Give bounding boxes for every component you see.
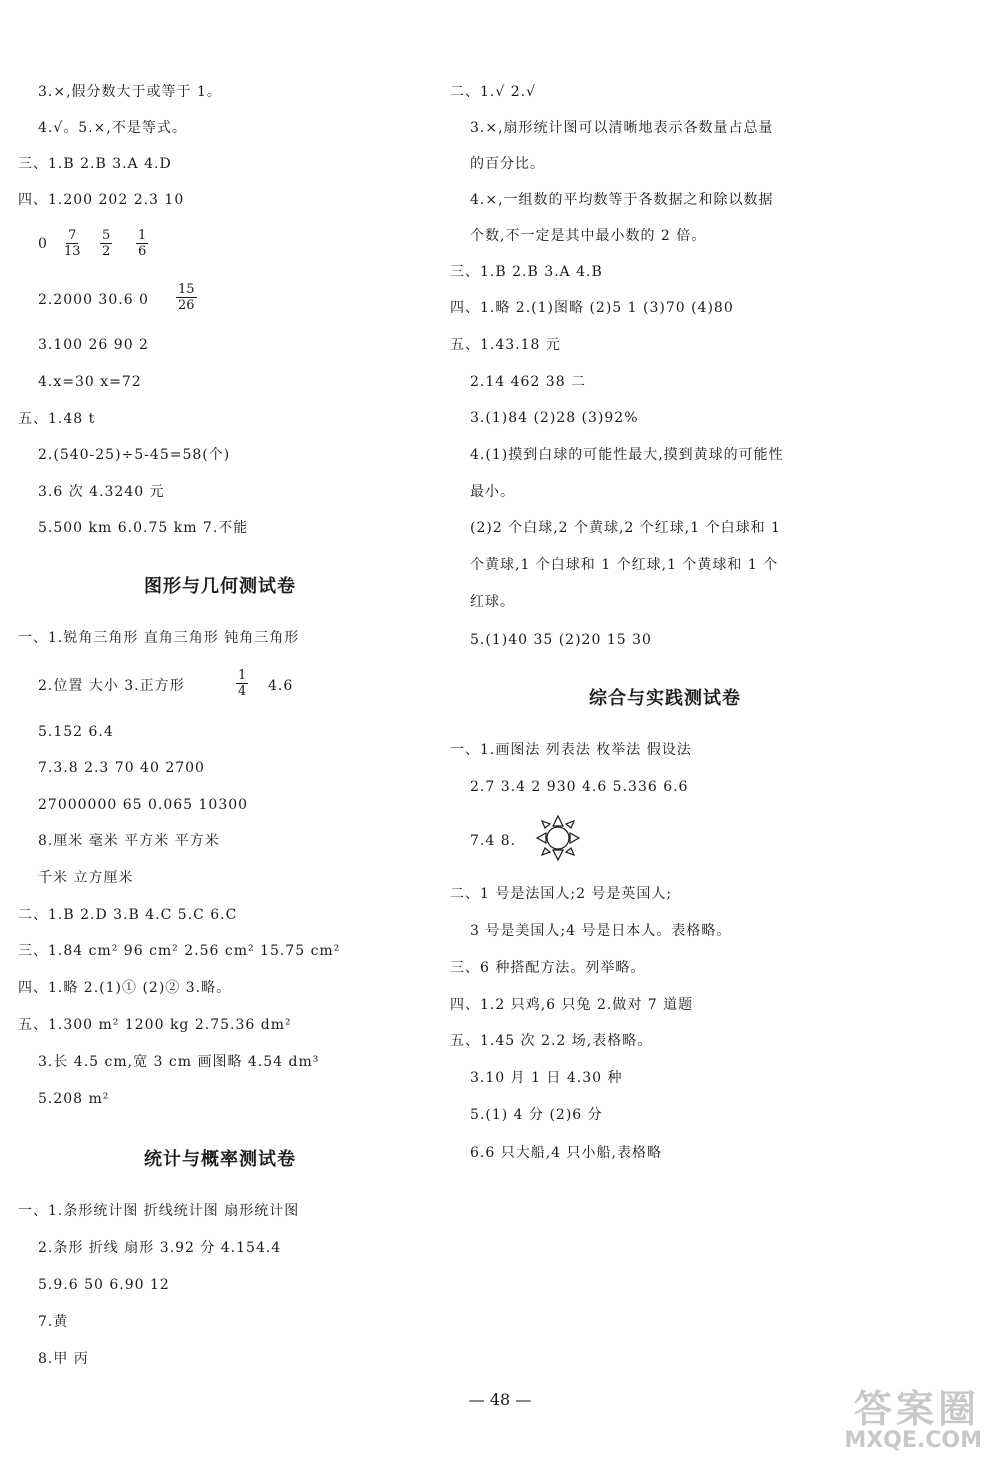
answer-line: 3.(1)84 (2)28 (3)92% (470, 410, 639, 426)
answer-line: 五、1.45 次 2.2 场,表格略。 (450, 1033, 653, 1049)
answer-line: 三、1.B 2.B 3.A 4.B (450, 264, 603, 280)
answer-line: 四、1.略 2.(1)图略 (2)5 1 (3)70 (4)80 (450, 300, 734, 316)
page-number: — 48 — (468, 1390, 532, 1409)
answer-line: 3.×,假分数大于或等于 1。 (38, 84, 222, 100)
answer-line: 5.500 km 6.0.75 km 7.不能 (38, 520, 249, 536)
answer-line: 5.(1) 4 分 (2)6 分 (470, 1107, 603, 1123)
answer-line: 2.7 3.4 2 930 4.6 5.336 6.6 (470, 779, 689, 795)
answer-line: 4.x=30 x=72 (38, 374, 142, 390)
answer-line: 五、1.300 m² 1200 kg 2.75.36 dm² (18, 1017, 292, 1033)
answer-line: 3 号是美国人;4 号是日本人。表格略。 (470, 923, 732, 939)
answer-line: 一、1.画图法 列表法 枚举法 假设法 (450, 742, 692, 758)
answer-line: (2)2 个白球,2 个黄球,2 个红球,1 个白球和 1 (470, 520, 781, 536)
answer-line: 8.厘米 毫米 平方米 平方米 (38, 833, 220, 849)
fraction: 1 6 (138, 228, 147, 259)
answer-line: 4.(1)摸到白球的可能性最大,摸到黄球的可能性 (470, 447, 784, 463)
answer-line: 5.208 m² (38, 1091, 110, 1107)
answer-line: 2.2000 30.6 0 (38, 292, 149, 308)
answer-line: 个黄球,1 个白球和 1 个红球,1 个黄球和 1 个 (470, 557, 779, 573)
answer-line: 5.(1)40 35 (2)20 15 30 (470, 632, 652, 648)
watermark-url: MXQE.COM (844, 1428, 982, 1453)
watermark-logo: 答案圈 (853, 1387, 980, 1431)
answer-line: 千米 立方厘米 (38, 870, 134, 886)
answer-line: 二、1.√ 2.√ (450, 84, 537, 100)
answer-line: 三、1.84 cm² 96 cm² 2.56 cm² 15.75 cm² (18, 943, 341, 959)
answer-line: 四、1.2 只鸡,6 只兔 2.做对 7 道题 (450, 997, 694, 1013)
answer-line: 3.6 次 4.3240 元 (38, 484, 165, 500)
answer-line: 五、1.43.18 元 (450, 337, 561, 353)
sun-figure (535, 812, 581, 864)
answer-line: 5.152 6.4 (38, 724, 114, 740)
answer-line: 四、1.200 202 2.3 10 (18, 192, 185, 208)
answer-line: 7.4 8. (470, 833, 517, 849)
answer-line: 3.100 26 90 2 (38, 337, 149, 353)
section-title: 综合与实践测试卷 (589, 688, 741, 709)
answer-line: 5.9.6 50 6.90 12 (38, 1277, 170, 1293)
answer-line: 2.14 462 38 二 (470, 374, 587, 390)
answer-line: 4.√。5.×,不是等式。 (38, 120, 187, 136)
answer-line: 8.甲 丙 (38, 1351, 89, 1367)
answer-line: 0 (38, 236, 48, 252)
answer-line: 五、1.48 t (18, 411, 96, 427)
answer-line: 三、1.B 2.B 3.A 4.D (18, 156, 172, 172)
answer-line: 2.条形 折线 扇形 3.92 分 4.154.4 (38, 1240, 282, 1256)
answer-line: 3.10 月 1 日 4.30 种 (470, 1070, 623, 1086)
answer-line: 3.长 4.5 cm,宽 3 cm 画图略 4.54 dm³ (38, 1054, 320, 1070)
answer-line: 2.位置 大小 3.正方形 (38, 678, 185, 694)
answer-line: 一、1.条形统计图 折线统计图 扇形统计图 (18, 1203, 300, 1219)
answer-line: 7.黄 (38, 1314, 69, 1330)
fraction: 15 26 (178, 282, 195, 313)
section-title: 图形与几何测试卷 (144, 576, 296, 597)
answer-line: 最小。 (470, 484, 515, 500)
answer-line: 个数,不一定是其中最小数的 2 倍。 (470, 228, 707, 244)
answer-line: 3.×,扇形统计图可以清晰地表示各数量占总量 (470, 120, 774, 136)
fraction: 7 13 (64, 228, 81, 259)
section-title: 统计与概率测试卷 (144, 1149, 296, 1170)
watermark (770, 1378, 990, 1458)
answer-line: 4.6 (268, 678, 294, 694)
answer-line: 2.(540-25)÷5-45=58(个) (38, 447, 231, 463)
answer-line: 的百分比。 (470, 156, 545, 172)
answer-line: 一、1.锐角三角形 直角三角形 钝角三角形 (18, 630, 300, 646)
answer-line: 7.3.8 2.3 70 40 2700 (38, 760, 205, 776)
answer-line: 二、1 号是法国人;2 号是英国人; (450, 886, 673, 902)
fraction: 1 4 (238, 668, 247, 699)
answer-line: 四、1.略 2.(1)① (2)② 3.略。 (18, 980, 232, 996)
answer-line: 4.×,一组数的平均数等于各数据之和除以数据 (470, 192, 774, 208)
answer-line: 6.6 只大船,4 只小船,表格略 (470, 1145, 662, 1161)
answer-line: 二、1.B 2.D 3.B 4.C 5.C 6.C (18, 907, 238, 923)
answer-line: 27000000 65 0.065 10300 (38, 797, 249, 813)
answer-line: 红球。 (470, 594, 515, 610)
answer-line: 三、6 种搭配方法。列举略。 (450, 960, 646, 976)
fraction: 5 2 (102, 228, 111, 259)
